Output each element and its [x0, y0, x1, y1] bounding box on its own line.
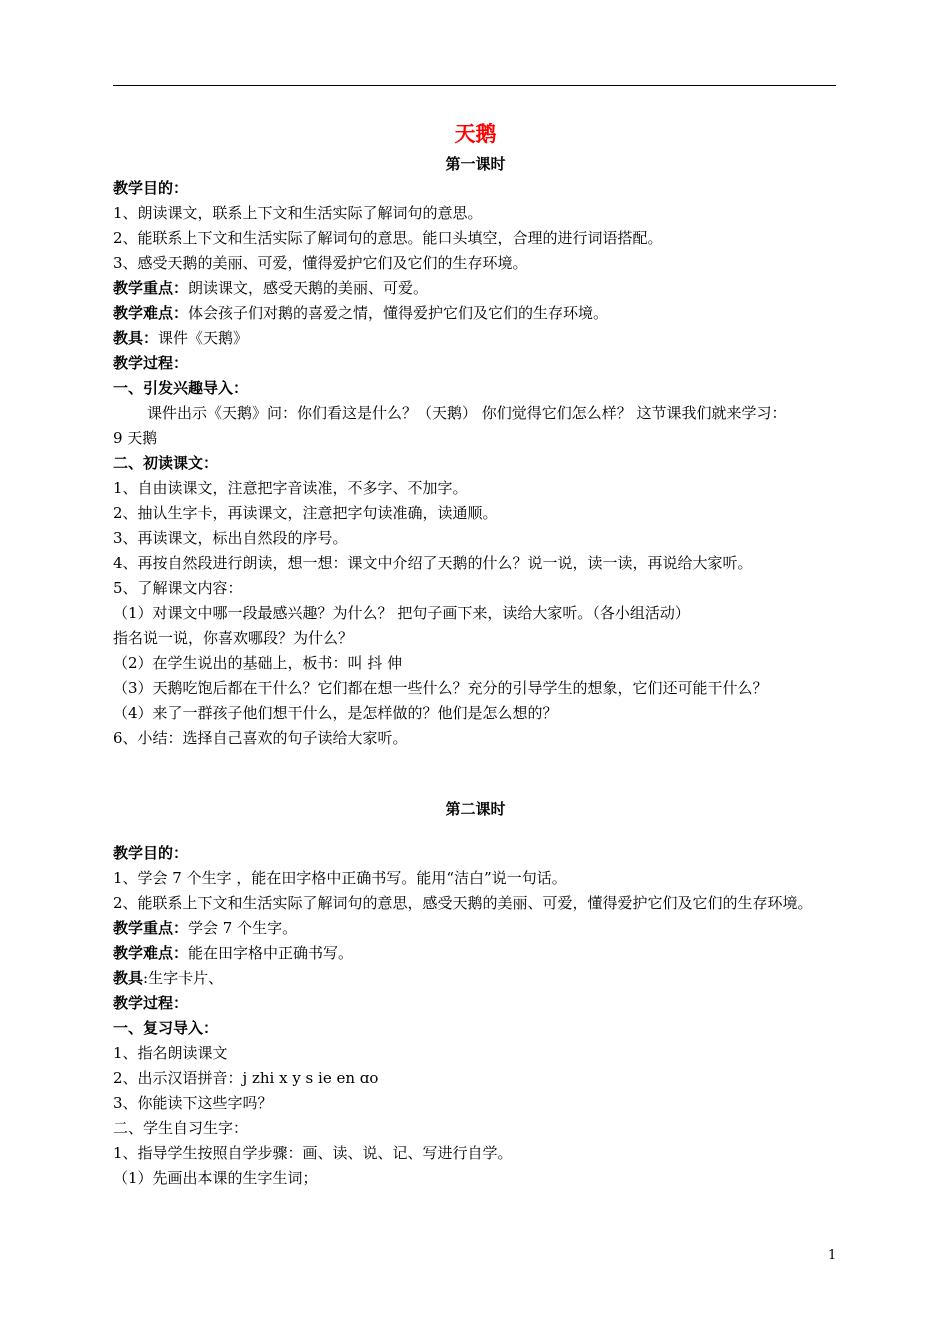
- lesson1-heading: 第一课时: [445, 155, 506, 173]
- lesson2-part2-line: （1）先画出本课的生字生词；: [113, 1169, 318, 1187]
- difficulty-text: 体会孩子们对鹅的喜爱之情，懂得爱护它们及它们的生存环境。: [188, 304, 609, 322]
- difficulty-text: 能在田字格中正确书写。: [188, 944, 354, 962]
- lesson1-key-point: [113, 276, 838, 301]
- lesson1-part2-line: （3）天鹅吃饱后都在干什么？它们都在想一些什么？充分的引导学生的想象，它们还可能干什么？: [113, 679, 768, 697]
- lesson2-difficulty: [113, 941, 838, 966]
- difficulty-label: 教学难点：: [113, 304, 189, 322]
- lesson2-part1-line: 2、出示汉语拼音：j zhi x y s ie en ɑo: [113, 1069, 379, 1087]
- document-body: [113, 116, 838, 1191]
- tools-label: 教具：: [113, 329, 159, 347]
- key-point-label: 教学重点：: [113, 279, 189, 297]
- lesson1-part2-line: 6、小结：选择自己喜欢的句子读给大家听。: [113, 729, 408, 747]
- lesson2-part1-line: 1、指名朗读课文: [113, 1044, 228, 1062]
- lesson1-objectives-label: 教学目的：: [113, 179, 189, 197]
- lesson1-part2-heading: 二、初读课文：: [113, 454, 219, 472]
- tools-text: 课件《天鹅》: [158, 329, 249, 347]
- lesson1-part2-line: （1）对课文中哪一段最感兴趣？为什么？ 把句子画下来，读给大家听。（各小组活动）: [113, 604, 690, 622]
- lesson2-part2-line: 1、指导学生按照自学步骤：画、读、说、记、写进行自学。: [113, 1144, 513, 1162]
- lesson2-part1-line: 3、你能读下这些字吗？: [113, 1094, 273, 1112]
- document-title: 天鹅: [454, 121, 497, 146]
- lesson1-part2-line: （2）在学生说出的基础上，板书：叫 抖 伸: [113, 654, 403, 672]
- lesson2-process-label: 教学过程：: [113, 994, 189, 1012]
- lesson1-objective: 1、朗读课文，联系上下文和生活实际了解词句的意思。: [113, 204, 483, 222]
- lesson2-objective: 1、学会 7 个生字 ，能在田字格中正确书写。能用“洁白”说一句话。: [113, 869, 567, 887]
- lesson2-objectives-label: 教学目的：: [113, 844, 189, 862]
- lesson1-objective: 3、感受天鹅的美丽、可爱，懂得爱护它们及它们的生存环境。: [113, 254, 528, 272]
- lesson1-part2-line: 4、再按自然段进行朗读，想一想：课文中介绍了天鹅的什么？说一说，读一读，再说给大家听。: [113, 554, 753, 572]
- lesson1-difficulty: [113, 301, 838, 326]
- key-point-text: 学会 7 个生字。: [188, 919, 298, 937]
- header-rule: [113, 85, 836, 86]
- lesson1-tools: [113, 326, 838, 351]
- page-number: 1: [828, 1248, 837, 1263]
- key-point-text: 朗读课文，感受天鹅的美丽、可爱。: [188, 279, 429, 297]
- lesson1-part2-line: 3、再读课文，标出自然段的序号。: [113, 529, 348, 547]
- lesson1-part1-line: 9 天鹅: [113, 429, 158, 447]
- lesson1-objective: 2、能联系上下文和生活实际了解词句的意思。能口头填空，合理的进行词语搭配。: [113, 229, 663, 247]
- lesson2-heading: 第二课时: [445, 800, 506, 818]
- lesson2-objective: 2、能联系上下文和生活实际了解词句的意思，感受天鹅的美丽、可爱，懂得爱护它们及它们的生存环境。: [113, 894, 813, 912]
- lesson2-part2-heading: 二、学生自习生字：: [113, 1119, 249, 1137]
- lesson2-tools: [113, 966, 838, 991]
- key-point-label: 教学重点：: [113, 919, 189, 937]
- lesson1-part2-line: （4）来了一群孩子他们想干什么，是怎样做的？他们是怎么想的？: [113, 704, 558, 722]
- lesson2-key-point: [113, 916, 838, 941]
- lesson1-part2-line: 5、了解课文内容：: [113, 579, 243, 597]
- lesson1-part2-line: 1、自由读课文，注意把字音读准，不多字、不加字。: [113, 479, 468, 497]
- lesson1-part2-line: 指名说一说，你喜欢哪段？为什么？: [113, 629, 354, 647]
- difficulty-label: 教学难点：: [113, 944, 189, 962]
- lesson2-part1-heading: 一、复习导入：: [113, 1019, 219, 1037]
- lesson1-process-label: 教学过程：: [113, 354, 189, 372]
- lesson1-part2-line: 2、抽认生字卡，再读课文，注意把字句读准确，读通顺。: [113, 504, 498, 522]
- tools-text: :生字卡片、: [143, 969, 224, 987]
- lesson1-part1-line: 课件出示《天鹅》问：你们看这是什么？（天鹅） 你们觉得它们怎么样？ 这节课我们就来学习：: [147, 404, 787, 422]
- tools-label: 教具: [113, 969, 144, 987]
- lesson1-part1-heading: 一、引发兴趣导入：: [113, 379, 249, 397]
